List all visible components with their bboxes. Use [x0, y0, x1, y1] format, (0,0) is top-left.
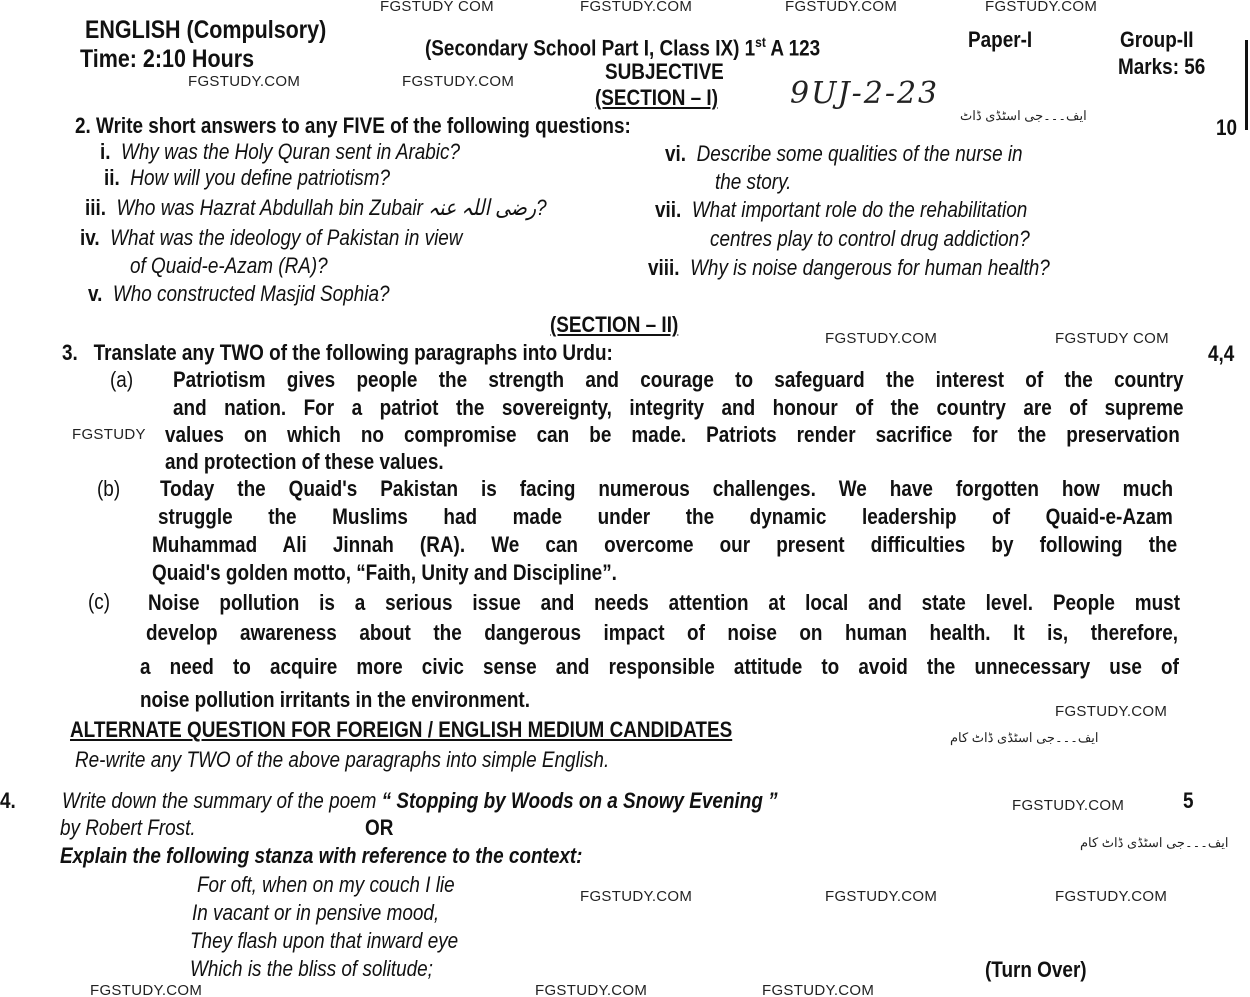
watermark: FGSTUDY.COM	[1012, 797, 1125, 814]
watermark: FGSTUDY.COM	[985, 0, 1098, 15]
poem-title: “ Stopping by Woods on a Snowy Evening ”	[381, 788, 778, 813]
item-continuation: of Quaid-e-Azam (RA)?	[130, 253, 328, 278]
section-2-heading: (SECTION – II)	[550, 312, 679, 337]
q2-item	[100, 140, 460, 164]
q3-marks: 4,4	[1208, 341, 1235, 366]
item-text: Who constructed Masjid Sophia?	[112, 281, 390, 306]
poem-author: by Robert Frost.	[60, 815, 196, 840]
marks-label: Marks: 56	[1118, 54, 1206, 79]
item-num: vii.	[655, 197, 682, 222]
item-text: Why is noise dangerous for human health?	[690, 255, 1050, 280]
q2-item	[80, 226, 462, 250]
stanza-line: They flash upon that inward eye	[190, 928, 459, 953]
q4-number: 4.	[0, 788, 16, 813]
watermark: FGSTUDY COM	[1055, 330, 1169, 347]
q2-prompt	[75, 114, 631, 138]
q4-marks: 5	[1183, 788, 1194, 813]
subject-title: ENGLISH (Compulsory)	[85, 16, 327, 44]
para-line: a need to acquire more civic sense and responsible attitude to avoid the unnecessary use of	[140, 654, 1179, 679]
para-label: (a)	[110, 367, 134, 392]
urdu-stamp: ایف۔۔۔جی اسٹڈی ڈاٹ	[960, 108, 1087, 123]
item-num: ii.	[104, 165, 120, 190]
stanza-line: For oft, when on my couch I lie	[197, 872, 455, 897]
watermark: FGSTUDY.COM	[580, 888, 693, 905]
alternate-heading: ALTERNATE QUESTION FOR FOREIGN / ENGLISH MEDIUM CANDIDATES	[70, 717, 733, 742]
para-line: Noise pollution is a serious issue and needs attention at local and state level. People must	[148, 590, 1180, 615]
class-code: A 123	[765, 35, 821, 61]
watermark: FGSTUDY.COM	[1055, 888, 1168, 905]
class-sup: st	[755, 34, 766, 50]
item-text: Why was the Holy Quran sent in Arabic?	[121, 139, 461, 164]
item-text: Who was Hazrat Abdullah bin Zubair رضی اللہ عنہ?	[116, 195, 547, 220]
urdu-stamp: ایف۔۔۔جی اسٹڈی ڈاٹ کام	[950, 730, 1099, 745]
q2-item	[648, 256, 1050, 280]
para-line: Quaid's golden motto, “Faith, Unity and Discipline”.	[152, 560, 617, 585]
item-num: iv.	[80, 225, 100, 250]
class-info	[425, 30, 820, 60]
item-continuation: the story.	[715, 169, 792, 194]
item-text: Describe some qualities of the nurse in	[696, 141, 1023, 166]
margin-line	[1245, 40, 1248, 130]
item-num: viii.	[648, 255, 680, 280]
item-text: What important role do the rehabilitation	[691, 197, 1028, 222]
para-line: develop awareness about the dangerous impact of noise on human health. It is, therefore,	[146, 620, 1178, 645]
q2-item	[665, 142, 1023, 166]
q2-item	[85, 196, 547, 220]
para-line: values on which no compromise can be made. Patriots render sacrifice for the preservation	[165, 422, 1180, 447]
watermark: FGSTUDY COM	[380, 0, 494, 15]
watermark: FGSTUDY.COM	[785, 0, 898, 15]
watermark: FGSTUDY.COM	[188, 73, 301, 90]
item-num: v.	[88, 281, 103, 306]
watermark: FGSTUDY.COM	[825, 888, 938, 905]
explain-prompt: Explain the following stanza with reference to the context:	[60, 843, 583, 868]
q4-prompt	[62, 789, 778, 813]
handwritten-date: 9UJ-2-23	[790, 76, 940, 111]
q2-item	[104, 166, 390, 190]
urdu-stamp: ایف۔۔۔جی اسٹڈی ڈاٹ کام	[1080, 835, 1229, 850]
q2-number: 2.	[75, 113, 91, 138]
q4-text: Write down the summary of the poem	[62, 788, 382, 813]
class-info-text: (Secondary School Part I, Class IX) 1	[425, 35, 756, 61]
watermark: FGSTUDY.COM	[762, 982, 875, 997]
para-line: Muhammad Ali Jinnah (RA). We can overcome our present difficulties by following the	[152, 532, 1178, 557]
q2-item	[655, 198, 1027, 222]
stanza-line: Which is the bliss of solitude;	[190, 956, 433, 981]
turn-over: (Turn Over)	[985, 957, 1087, 982]
item-num: i.	[100, 139, 111, 164]
para-line: Today the Quaid's Pakistan is facing numerous challenges. We have forgotten how much	[160, 476, 1174, 501]
or-label: OR	[365, 815, 394, 840]
alternate-text: Re-write any TWO of the above paragraphs into simple English.	[75, 747, 610, 772]
para-line: Patriotism gives people the strength and courage to safeguard the interest of the country	[173, 367, 1184, 392]
paper-label: Paper-I	[968, 27, 1033, 52]
exam-time: Time: 2:10 Hours	[80, 45, 255, 73]
subjective-heading: SUBJECTIVE	[605, 59, 724, 84]
watermark: FGSTUDY.COM	[535, 982, 648, 997]
para-label: (c)	[88, 589, 111, 614]
q2-marks: 10	[1216, 115, 1238, 140]
q2-text: Write short answers to any FIVE of the following questions:	[96, 113, 631, 138]
watermark: FGSTUDY.COM	[90, 982, 203, 997]
watermark: FGSTUDY.COM	[1055, 703, 1168, 720]
watermark: FGSTUDY.COM	[580, 0, 693, 15]
item-text: What was the ideology of Pakistan in view	[110, 225, 463, 250]
item-num: vi.	[665, 141, 687, 166]
para-line: and protection of these values.	[165, 449, 444, 474]
group-label: Group-II	[1120, 27, 1194, 52]
watermark: FGSTUDY.COM	[402, 73, 515, 90]
item-text: How will you define patriotism?	[130, 165, 391, 190]
watermark: FGSTUDY	[72, 426, 146, 443]
para-label: (b)	[97, 476, 121, 501]
q3-text: Translate any TWO of the following paragraphs into Urdu:	[93, 340, 613, 365]
para-line: noise pollution irritants in the environment.	[140, 687, 530, 712]
watermark: FGSTUDY.COM	[825, 330, 938, 347]
q3-number: 3.	[62, 340, 78, 365]
stanza-line: In vacant or in pensive mood,	[192, 900, 440, 925]
q3-prompt	[62, 341, 613, 365]
q2-item	[88, 282, 389, 306]
item-continuation: centres play to control drug addiction?	[710, 226, 1030, 251]
para-line: struggle the Muslims had made under the dynamic leadership of Quaid-e-Azam	[158, 504, 1173, 529]
item-num: iii.	[85, 195, 107, 220]
para-line: and nation. For a patriot the sovereignty, integrity and honour of the country are of supreme	[173, 395, 1184, 420]
section-1-heading: (SECTION – I)	[595, 85, 718, 110]
